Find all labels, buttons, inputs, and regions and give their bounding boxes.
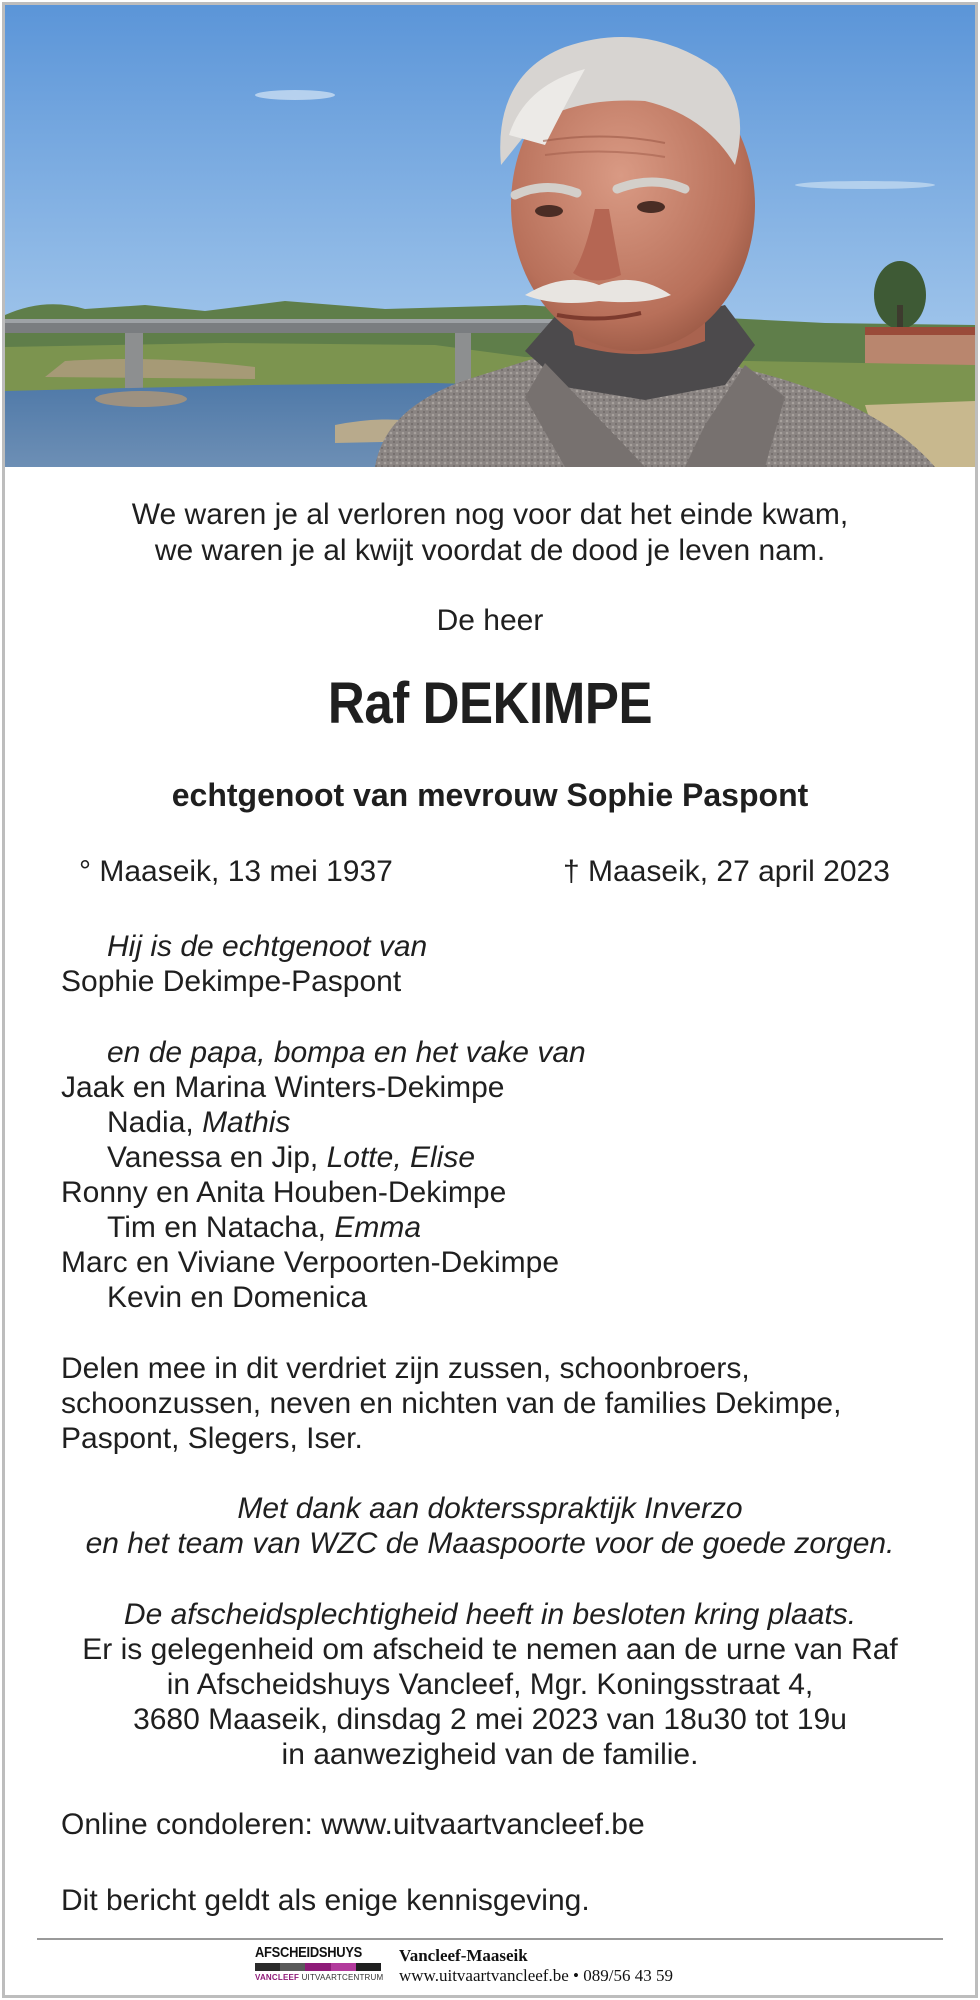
family-intro: en de papa, bompa en het vake van [107,1036,586,1069]
family-line: Jaak en Marina Winters-Dekimpe [61,1071,505,1104]
grief-line-2: schoonzussen, neven en nichten van de families Dekimpe, [61,1387,842,1420]
death-text: Maaseik, 27 april 2023 [588,855,890,888]
dates-row [5,855,975,891]
ceremony-line-4: 3680 Maaseik, dinsdag 2 mei 2023 van 18u30 tot 19u [133,1703,847,1736]
thanks-line-2: en het team van WZC de Maaspoorte voor de goede zorgen. [85,1527,895,1560]
funeral-home-logo [255,1944,384,1989]
birth-text: Maaseik, 13 mei 1937 [99,855,393,888]
death-date [563,855,890,889]
family-line: Tim en Natacha, Emma [107,1211,422,1244]
death-symbol: † [563,855,580,888]
verse-line-2: we waren je al kwijt voordat de dood je leven nam. [154,534,826,567]
notice: Dit bericht geldt als enige kennisgeving. [61,1884,590,1917]
deceased-name: Raf DEKIMPE [327,671,653,736]
family-line: Kevin en Domenica [107,1281,368,1314]
ceremony-line-5: in aanwezigheid van de familie. [281,1738,699,1771]
separator: • [573,1966,579,1985]
family-line: Marc en Viviane Verpoorten-Dekimpe [61,1246,560,1279]
online-condolence: Online condoleren: www.uitvaartvancleef.be [61,1808,645,1841]
contact-line [399,1966,673,1986]
phone-number: 089/56 43 59 [583,1966,673,1985]
logo-subtitle: VANCLEEF UITVAARTCENTRUM [255,1973,384,1982]
ceremony-line-3: in Afscheidshuys Vancleef, Mgr. Koningsstraat 4, [166,1668,814,1701]
website-link[interactable]: www.uitvaartvancleef.be [399,1966,569,1985]
ceremony-line-2: Er is gelegenheid om afscheid te nemen aan de urne van Raf [82,1633,898,1666]
spouse-intro: Hij is de echtgenoot van [107,930,428,963]
logo-color-bar [255,1963,381,1971]
grief-line-1: Delen mee in dit verdriet zijn zussen, schoonbroers, [61,1352,750,1385]
spouse-name: Sophie Dekimpe-Paspont [61,965,402,998]
family-line: Nadia, Mathis [107,1106,291,1139]
portrait-photo [5,5,975,467]
birth-date [79,855,393,889]
spouse-line: echtgenoot van mevrouw Sophie Paspont [171,777,809,813]
thanks-line-1: Met dank aan doktersspraktijk Inverzo [237,1492,743,1525]
ceremony-line-1: De afscheidsplechtigheid heeft in besloten kring plaats. [123,1598,857,1631]
footer-contact [399,1946,673,1986]
verse-line-1: We waren je al verloren nog voor dat het einde kwam, [131,498,849,531]
salutation: De heer [436,604,544,637]
obituary-card [2,2,978,1998]
footer-divider [37,1938,943,1940]
birth-symbol: ° [79,855,91,888]
business-name: Vancleef-Maaseik [399,1946,528,1965]
logo-title: AFSCHEIDSHUYS [255,1944,363,1961]
grief-line-3: Paspont, Slegers, Iser. [61,1422,363,1455]
footer [5,1942,975,1998]
family-line: Ronny en Anita Houben-Dekimpe [61,1176,507,1209]
family-line: Vanessa en Jip, Lotte, Elise [107,1141,476,1174]
